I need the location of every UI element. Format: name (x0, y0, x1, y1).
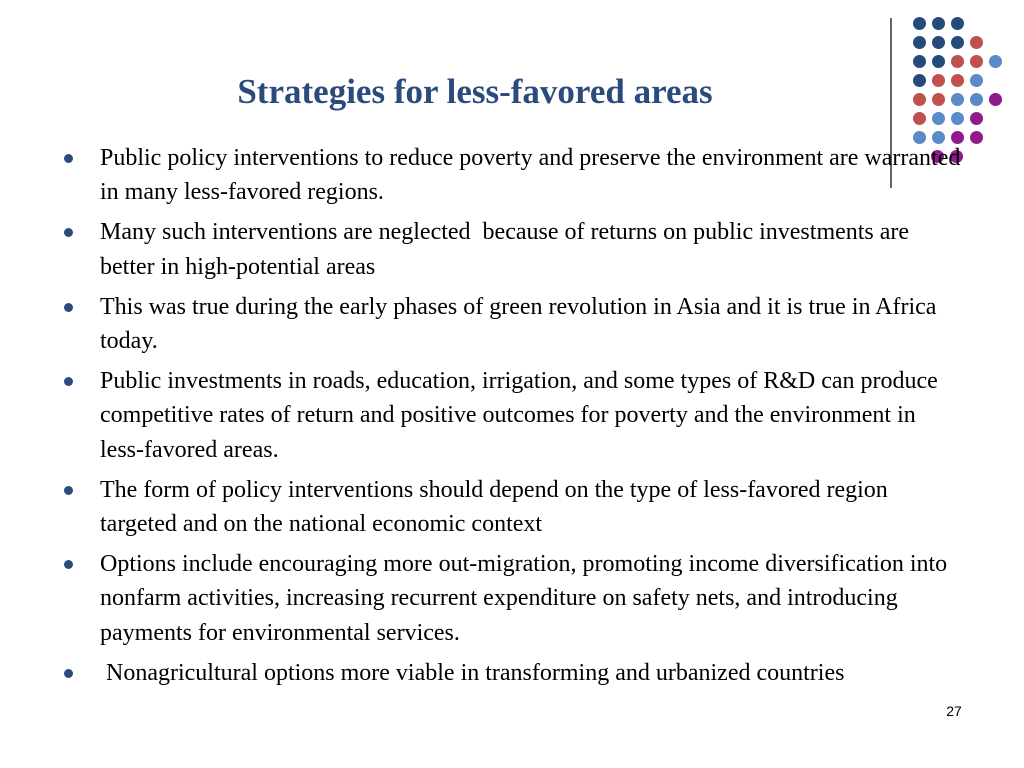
bullet-text: Public investments in roads, education, irrigation, and some types of R&D can produce competitive rates of return and positive outcomes for poverty and the environment in less-favored areas. (100, 368, 944, 463)
bullet-item (62, 141, 967, 209)
decorative-dot-purple (970, 112, 983, 125)
decorative-dot-navy (913, 74, 926, 87)
decorative-dot-purple (970, 131, 983, 144)
decorative-dot-navy (932, 55, 945, 68)
bullet-icon (64, 560, 73, 569)
decorative-dot-blue (970, 93, 983, 106)
decorative-dot-red (913, 112, 926, 125)
decorative-dot-red (970, 36, 983, 49)
bullet-text: Public policy interventions to reduce poverty and preserve the environment are warranted in many less-favored regions. (100, 145, 967, 206)
bullet-icon (64, 669, 73, 678)
slide-title: Strategies for less-favored areas (237, 72, 713, 111)
decorative-dot-navy (932, 36, 945, 49)
decorative-dot-navy (951, 17, 964, 30)
bullet-text: The form of policy interventions should depend on the type of less-favored region targeted and on the national economic context (100, 476, 894, 538)
bullet-text: Options include encouraging more out-migration, promoting income diversification into nonfarm activities, increasing recurrent expenditure on safety nets, and introducing payments for environmental services. (100, 551, 954, 646)
bullet-item (62, 290, 962, 358)
decorative-dot-red (970, 55, 983, 68)
bullet-icon (64, 228, 73, 237)
decorative-dot-purple (989, 93, 1002, 106)
decorative-dot-blue (951, 112, 964, 125)
bullet-text: This was true during the early phases of green revolution in Asia and it is true in Africa today. (100, 293, 943, 355)
decorative-dot-blue (951, 93, 964, 106)
bullet-text: Many such interventions are neglected because of returns on public investments are better in high-potential areas (100, 219, 916, 280)
bullet-icon (64, 486, 73, 495)
decorative-dot-red (951, 74, 964, 87)
decorative-dot-blue (932, 112, 945, 125)
bullet-item (62, 656, 962, 690)
bullet-icon (64, 377, 73, 386)
decorative-dot-navy (913, 36, 926, 49)
bullet-item (62, 364, 962, 467)
decorative-dot-red (932, 93, 945, 106)
decorative-dot-navy (951, 36, 964, 49)
decorative-dot-blue (989, 55, 1002, 68)
bullet-item (62, 215, 962, 283)
bullet-icon (64, 303, 73, 312)
decorative-dot-blue (970, 74, 983, 87)
decorative-dot-navy (913, 17, 926, 30)
bullet-text: Nonagricultural options more viable in transforming and urbanized countries (100, 659, 845, 686)
decorative-dot-red (932, 74, 945, 87)
bullet-item (62, 547, 962, 650)
bullet-icon (64, 154, 73, 163)
decorative-dot-navy (913, 55, 926, 68)
bullet-item (62, 473, 962, 541)
bullet-list (62, 141, 967, 696)
page-number: 27 (946, 703, 962, 719)
decorative-dot-red (913, 93, 926, 106)
decorative-dot-red (951, 55, 964, 68)
decorative-dot-navy (932, 17, 945, 30)
